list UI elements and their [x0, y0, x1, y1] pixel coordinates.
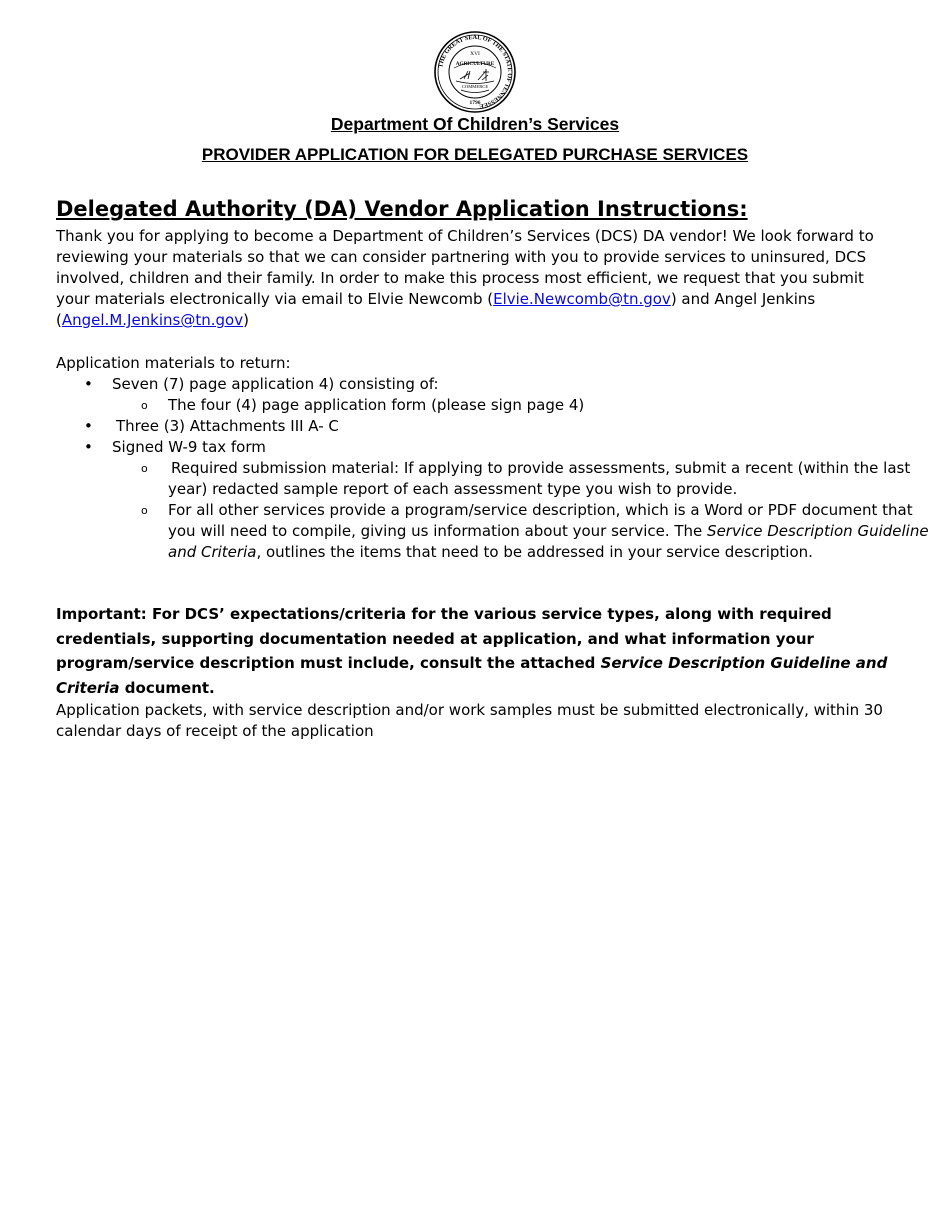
important-suffix: document. — [119, 678, 215, 697]
other-line3-text: , outlines the items that need to be addressed in your service description. — [256, 543, 813, 561]
intro-text-3: ) — [243, 311, 249, 329]
seal-xvi: XVI — [470, 51, 480, 57]
bullet-glyph: • — [84, 417, 93, 435]
list-subitem-form: The four (4) page application form (please sign page 4) — [168, 396, 585, 414]
other-line2-text: you will need to compile, giving us information about your service. The — [168, 522, 708, 540]
sub-bullet-glyph: o — [141, 462, 148, 475]
list-subitem-assessment-line1: Required submission material: If applying to provide assessments, submit a recent (within the last — [171, 459, 911, 477]
state-seal-icon — [434, 31, 516, 113]
list-subitem-other-line2 — [168, 521, 929, 542]
seal-ring-text: THE GREAT SEAL OF THE STATE OF TENNESSEE — [437, 33, 514, 110]
important-italic-ref: Service Description Guideline and Criteria — [56, 654, 888, 697]
bullet-glyph: • — [84, 438, 93, 456]
seal-agriculture: AGRICULTURE — [455, 61, 495, 67]
department-title: Department Of Children’s Services — [330, 114, 620, 134]
list-subitem-other-line1: For all other services provide a program/service description, which is a Word or PDF document that — [168, 501, 913, 519]
closing-paragraph: Application packets, with service description and/or work samples must be submitted electronically, within 30 calendar days of receipt of the application — [56, 701, 883, 740]
section-heading: Delegated Authority (DA) Vendor Application Instructions: — [56, 197, 748, 221]
list-subitem-assessment-line2: year) redacted sample report of each assessment type you wish to provide. — [168, 480, 738, 498]
bullet-glyph: • — [84, 375, 93, 393]
intro-text-1: Thank you for applying to become a Department of Children’s Services (DCS) DA vendor! We look forward to reviewing your materials so that we can consider partnering with you to provide services to uninsured, DCS involved, children and their family. In order to make this process most efficient, we request that you submit your materials electronically via email to Elvie Newcomb ( — [56, 227, 874, 308]
important-notice — [56, 602, 896, 700]
email-link-angel[interactable]: Angel.M.Jenkins@tn.gov — [61, 311, 244, 329]
important-text: Important: For DCS’ expectations/criteria for the various service types, along with required credentials, supporting documentation needed at application, and what information your program/service description must include, consult the attached — [56, 605, 832, 672]
list-subitem-other-line3 — [168, 542, 813, 563]
intro-text-2: ) and Angel Jenkins ( — [56, 290, 816, 329]
sub-bullet-glyph: o — [141, 504, 148, 517]
other-line2-italic: Service Description Guideline — [707, 522, 929, 540]
application-title: PROVIDER APPLICATION FOR DELEGATED PURCHASE SERVICES — [201, 145, 749, 164]
email-link-elvie[interactable]: Elvie.Newcomb@tn.gov — [493, 290, 671, 308]
list-item-application: Seven (7) page application 4) consisting of: — [112, 375, 439, 393]
sub-bullet-glyph: o — [141, 399, 148, 412]
seal-year: 1796 — [469, 100, 481, 106]
other-line3-italic: and Criteria — [168, 543, 257, 561]
list-item-attachments: Three (3) Attachments III A- C — [116, 417, 339, 435]
materials-label: Application materials to return: — [56, 354, 291, 372]
list-item-w9: Signed W-9 tax form — [112, 438, 266, 456]
seal-commerce: COMMERCE — [461, 84, 489, 89]
intro-paragraph — [56, 226, 896, 331]
